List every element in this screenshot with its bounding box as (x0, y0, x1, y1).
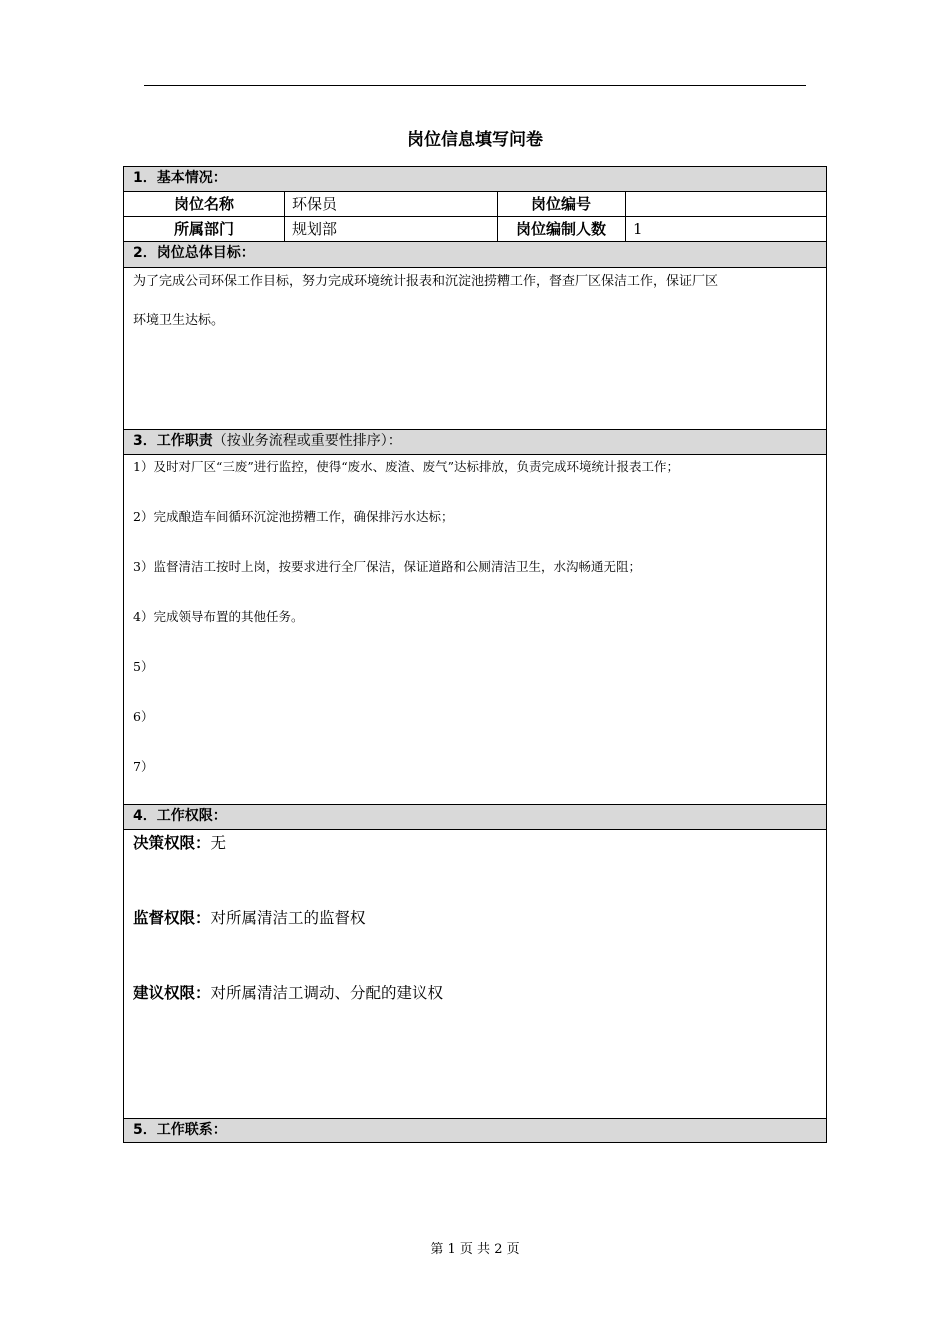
position-code-field[interactable] (625, 192, 826, 216)
supervision-authority-label: 监督权限： (133, 909, 211, 927)
section-authority-header: 4．工作权限： (124, 804, 826, 830)
questionnaire-form (123, 166, 827, 1143)
position-name-label: 岗位名称 (173, 195, 234, 213)
header-rule (144, 85, 806, 86)
supervision-authority-value: 对所属清洁工的监督权 (210, 909, 366, 927)
duty-item-6: 6） (133, 709, 154, 724)
section-duties-header (124, 429, 826, 455)
page-footer: 第 1 页 共 2 页 (430, 1242, 520, 1257)
department-field[interactable]: 规划部 (292, 220, 338, 238)
duty-item-7: 7） (133, 759, 154, 774)
headcount-field[interactable]: 1 (633, 220, 643, 238)
suggestion-authority-label: 建议权限： (133, 984, 211, 1002)
decision-authority-label: 决策权限： (133, 834, 211, 852)
duties-header-bold: 3．工作职责 (133, 433, 213, 449)
position-code-label: 岗位编号 (530, 195, 591, 213)
duty-item-4: 4）完成领导布置的其他任务。 (133, 609, 304, 624)
section-basic-info-header: 1．基本情况： (124, 167, 826, 192)
section-contacts-header: 5．工作联系： (124, 1118, 826, 1142)
supervision-authority (133, 907, 366, 929)
suggestion-authority (133, 982, 443, 1004)
duty-item-3: 3）监督清洁工按时上岗，按要求进行全厂保洁，保证道路和公厕清洁卫生，水沟畅通无阻； (133, 559, 641, 574)
position-name-field[interactable]: 环保员 (292, 195, 338, 213)
decision-authority-value: 无 (210, 834, 227, 852)
row-department (124, 217, 826, 242)
duty-item-2: 2）完成酿造车间循环沉淀池捞糟工作，确保排污水达标； (133, 509, 454, 524)
section-goal-header: 2．岗位总体目标： (124, 242, 826, 268)
row-position-name (124, 192, 826, 217)
duty-item-5: 5） (133, 659, 154, 674)
duties-header-note: （按业务流程或重要性排序）： (212, 433, 402, 449)
department-label: 所属部门 (173, 220, 234, 238)
duty-item-1: 1）及时对厂区“三废”进行监控，使得“废水、废渣、废气”达标排放，负责完成环境统计报表工作； (133, 459, 680, 474)
suggestion-authority-value: 对所属清洁工调动、分配的建议权 (210, 984, 444, 1002)
decision-authority (133, 832, 226, 854)
headcount-label: 岗位编制人数 (515, 220, 606, 238)
goal-text-line2: 环境卫生达标。 (133, 313, 225, 328)
page-title: 岗位信息填写问卷 (407, 130, 543, 150)
goal-text-line1: 为了完成公司环保工作目标，努力完成环境统计报表和沉淀池捞糟工作，督查厂区保洁工作，保证厂区 (133, 274, 719, 289)
